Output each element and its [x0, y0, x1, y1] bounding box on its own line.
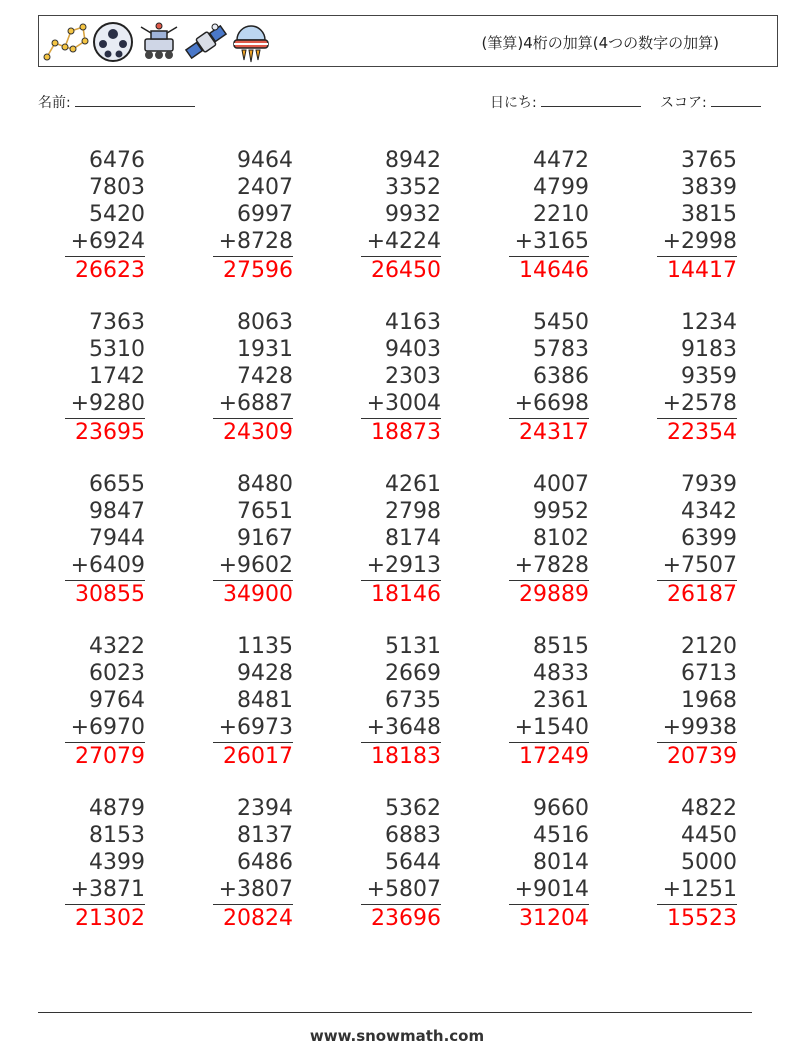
addend: 7363: [89, 310, 145, 335]
addend: 9359: [681, 364, 737, 389]
problem-5-4: [479, 795, 589, 932]
addend: 5362: [385, 796, 441, 821]
addend: 8480: [237, 472, 293, 497]
addend: +9014: [514, 877, 589, 902]
answer: 24317: [519, 420, 589, 445]
answer: 26450: [371, 258, 441, 283]
addend: 4261: [385, 472, 441, 497]
rover-icon: [137, 21, 181, 63]
addend: +1251: [662, 877, 737, 902]
addend: 9932: [385, 202, 441, 227]
addend: 4399: [89, 850, 145, 875]
soccer-ball-icon: [91, 21, 135, 63]
addend: 9403: [385, 337, 441, 362]
addend: 4472: [533, 148, 589, 173]
addend: 4450: [681, 823, 737, 848]
score-label: スコア:: [660, 95, 707, 111]
addend: 4516: [533, 823, 589, 848]
addend: 2361: [533, 688, 589, 713]
addend: +6970: [70, 715, 145, 740]
addend: 6476: [89, 148, 145, 173]
addend: 4799: [533, 175, 589, 200]
name-label: 名前:: [38, 95, 71, 111]
addend: 8942: [385, 148, 441, 173]
addend: +9602: [218, 553, 293, 578]
name-blank[interactable]: [75, 92, 195, 107]
header-box: [38, 15, 778, 67]
addend: 6655: [89, 472, 145, 497]
addend: 6399: [681, 526, 737, 551]
score-blank[interactable]: [711, 92, 761, 107]
addend: +3807: [218, 877, 293, 902]
answer: 27596: [223, 258, 293, 283]
addend: 2303: [385, 364, 441, 389]
addend: +6698: [514, 391, 589, 416]
addend: 2394: [237, 796, 293, 821]
addend: 5420: [89, 202, 145, 227]
answer: 30855: [75, 582, 145, 607]
addend: 3765: [681, 148, 737, 173]
problem-1-1: [35, 147, 145, 284]
addend: 8137: [237, 823, 293, 848]
answer: 27079: [75, 744, 145, 769]
problem-2-4: [479, 309, 589, 446]
addend: 9464: [237, 148, 293, 173]
addend: 2120: [681, 634, 737, 659]
answer: 18183: [371, 744, 441, 769]
score-field: [660, 92, 761, 112]
answer: 14417: [667, 258, 737, 283]
constellation-icon: [43, 21, 89, 63]
footer-divider: [38, 1012, 752, 1013]
addend: 7803: [89, 175, 145, 200]
answer: 31204: [519, 906, 589, 931]
addend: +6887: [218, 391, 293, 416]
answer: 26187: [667, 582, 737, 607]
answer: 14646: [519, 258, 589, 283]
addend: +4224: [366, 229, 441, 254]
addend: 1742: [89, 364, 145, 389]
addend: 8102: [533, 526, 589, 551]
satellite-icon: [183, 21, 229, 63]
addend: 9167: [237, 526, 293, 551]
addend: 2210: [533, 202, 589, 227]
addend: 8515: [533, 634, 589, 659]
addend: 9952: [533, 499, 589, 524]
problem-5-2: [183, 795, 293, 932]
addend: 6023: [89, 661, 145, 686]
addend: 4822: [681, 796, 737, 821]
problem-2-3: [331, 309, 441, 446]
addend: 8063: [237, 310, 293, 335]
addend: 2407: [237, 175, 293, 200]
addend: +6973: [218, 715, 293, 740]
addend: +6924: [70, 229, 145, 254]
addend: 5783: [533, 337, 589, 362]
answer: 29889: [519, 582, 589, 607]
addend: 6713: [681, 661, 737, 686]
addend: 8481: [237, 688, 293, 713]
problem-3-3: [331, 471, 441, 608]
answer: 20739: [667, 744, 737, 769]
problem-3-1: [35, 471, 145, 608]
footer-site: www.snowmath.com: [309, 1027, 485, 1045]
answer: 18873: [371, 420, 441, 445]
addend: 9183: [681, 337, 737, 362]
addend: +2998: [662, 229, 737, 254]
problem-4-5: [627, 633, 737, 770]
answer: 24309: [223, 420, 293, 445]
addend: 9764: [89, 688, 145, 713]
answer: 23695: [75, 420, 145, 445]
answer: 17249: [519, 744, 589, 769]
addend: +3004: [366, 391, 441, 416]
addend: +5807: [366, 877, 441, 902]
addend: 9660: [533, 796, 589, 821]
addend: +7507: [662, 553, 737, 578]
problem-4-1: [35, 633, 145, 770]
problem-2-2: [183, 309, 293, 446]
addend: +1540: [514, 715, 589, 740]
answer: 26623: [75, 258, 145, 283]
addend: 5310: [89, 337, 145, 362]
problem-3-5: [627, 471, 737, 608]
problem-1-5: [627, 147, 737, 284]
addend: 5450: [533, 310, 589, 335]
addend: 6735: [385, 688, 441, 713]
addend: 7651: [237, 499, 293, 524]
name-field: [38, 92, 195, 112]
addend: 1135: [237, 634, 293, 659]
addend: 4007: [533, 472, 589, 497]
addend: 1968: [681, 688, 737, 713]
addend: 8174: [385, 526, 441, 551]
addend: +8728: [218, 229, 293, 254]
addend: 6386: [533, 364, 589, 389]
addend: +9280: [70, 391, 145, 416]
problem-5-5: [627, 795, 737, 932]
addend: +3871: [70, 877, 145, 902]
problem-4-3: [331, 633, 441, 770]
addend: 2798: [385, 499, 441, 524]
addend: 5000: [681, 850, 737, 875]
addend: 7428: [237, 364, 293, 389]
addend: 9847: [89, 499, 145, 524]
answer: 34900: [223, 582, 293, 607]
problem-4-2: [183, 633, 293, 770]
answer: 23696: [371, 906, 441, 931]
addend: 4833: [533, 661, 589, 686]
date-label: 日にち:: [490, 95, 537, 111]
problem-5-3: [331, 795, 441, 932]
answer: 22354: [667, 420, 737, 445]
addend: 2669: [385, 661, 441, 686]
problem-1-4: [479, 147, 589, 284]
addend: 4342: [681, 499, 737, 524]
addend: +2913: [366, 553, 441, 578]
addend: 3815: [681, 202, 737, 227]
addend: 3839: [681, 175, 737, 200]
answer: 20824: [223, 906, 293, 931]
worksheet-title: (筆算)4桁の加算(4つの数字の加算): [481, 34, 719, 52]
addend: 8153: [89, 823, 145, 848]
addend: +6409: [70, 553, 145, 578]
problem-1-3: [331, 147, 441, 284]
addend: 8014: [533, 850, 589, 875]
answer: 15523: [667, 906, 737, 931]
addend: 6883: [385, 823, 441, 848]
addend: 9428: [237, 661, 293, 686]
problem-3-4: [479, 471, 589, 608]
addend: 4322: [89, 634, 145, 659]
answer: 18146: [371, 582, 441, 607]
addend: 4879: [89, 796, 145, 821]
problem-4-4: [479, 633, 589, 770]
addend: 3352: [385, 175, 441, 200]
addend: +3648: [366, 715, 441, 740]
addend: 1234: [681, 310, 737, 335]
addend: 1931: [237, 337, 293, 362]
addend: 7939: [681, 472, 737, 497]
addend: +7828: [514, 553, 589, 578]
addend: +9938: [662, 715, 737, 740]
addend: +2578: [662, 391, 737, 416]
problem-5-1: [35, 795, 145, 932]
answer: 26017: [223, 744, 293, 769]
date-field: [490, 92, 641, 112]
answer: 21302: [75, 906, 145, 931]
problem-1-2: [183, 147, 293, 284]
addend: 7944: [89, 526, 145, 551]
problem-2-1: [35, 309, 145, 446]
addend: +3165: [514, 229, 589, 254]
addend: 5644: [385, 850, 441, 875]
addend: 6486: [237, 850, 293, 875]
addend: 6997: [237, 202, 293, 227]
date-blank[interactable]: [541, 92, 641, 107]
addend: 5131: [385, 634, 441, 659]
problem-3-2: [183, 471, 293, 608]
addend: 4163: [385, 310, 441, 335]
icon-strip: [43, 20, 271, 64]
spaceship-icon: [231, 20, 271, 64]
problem-2-5: [627, 309, 737, 446]
